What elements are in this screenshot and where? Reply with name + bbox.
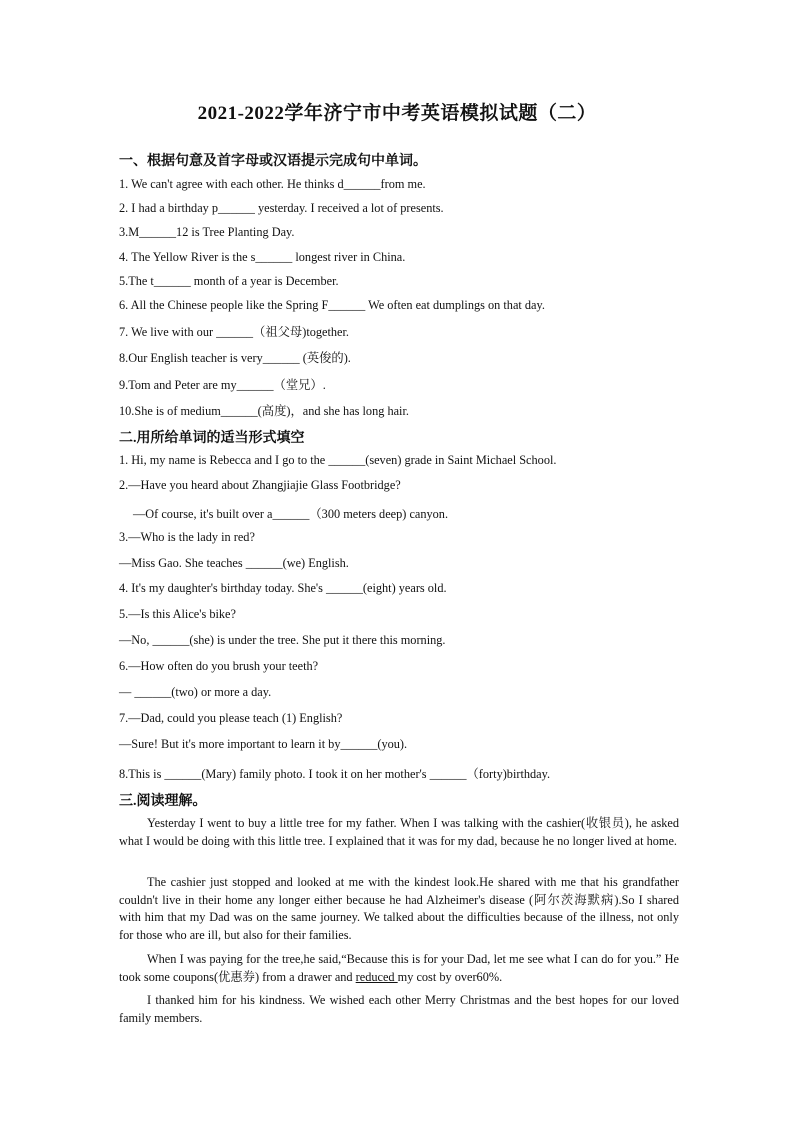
s1-item-5: 5.The t______ month of a year is December. [119, 274, 339, 288]
s1-item-10: 10.She is of medium______(高度)，and she has long hair. [119, 404, 409, 418]
section2-heading: 二.用所给单词的适当形式填空 [119, 431, 305, 446]
s2-item-2a: —Of course, it's built over a______（300 meters deep) canyon. [133, 507, 449, 521]
section1-heading: 一、根据句意及首字母或汉语提示完成句中单词。 [119, 154, 427, 169]
s1-item-8: 8.Our English teacher is very______ (英俊的). [119, 351, 351, 365]
p3-text-b: my cost by over60%. [397, 969, 503, 984]
s1-item-6: 6. All the Chinese people like the Spring F______ We often eat dumplings on that day. [119, 298, 545, 312]
s2-item-3a: —Miss Gao. She teaches ______(we) English. [119, 556, 349, 570]
s2-item-6a: — ______(two) or more a day. [119, 685, 272, 699]
p3-text-a: When I was paying for the tree,he said,“Because this is for your Dad, let me see what I can do for you.” He took some coupons(优惠券) from a drawer and [119, 952, 679, 984]
s1-item-9: 9.Tom and Peter are my______（堂兄）. [119, 378, 326, 392]
s2-item-7a: —Sure! But it's more important to learn it by______(you). [119, 737, 408, 751]
s1-item-1: 1. We can't agree with each other. He thinks d______from me. [119, 177, 426, 191]
s1-item-3: 3.M______12 is Tree Planting Day. [119, 225, 295, 239]
reading-paragraph-3 [119, 951, 679, 986]
s1-item-2: 2. I had a birthday p______ yesterday. I received a lot of presents. [119, 201, 444, 215]
s2-item-4: 4. It's my daughter's birthday today. She's ______(eight) years old. [119, 581, 447, 595]
s1-item-7: 7. We live with our ______（祖父母)together. [119, 325, 350, 339]
s2-item-8: 8.This is ______(Mary) family photo. I took it on her mother's ______（forty)birthday. [119, 767, 551, 781]
s2-item-7q: 7.—Dad, could you please teach (1) English? [119, 711, 343, 725]
s2-item-3q: 3.—Who is the lady in red? [119, 530, 255, 544]
s2-item-5q: 5.—Is this Alice's bike? [119, 607, 236, 621]
s1-item-4: 4. The Yellow River is the s______ longest river in China. [119, 250, 406, 264]
s2-item-1: 1. Hi, my name is Rebecca and I go to the ______(seven) grade in Saint Michael School. [119, 453, 557, 467]
underlined-word-reduced: reduced [355, 969, 398, 984]
reading-paragraph-4: I thanked him for his kindness. We wished each other Merry Christmas and the best hopes for our loved family members. [119, 993, 679, 1025]
page-title: 2021-2022学年济宁市中考英语模拟试题（二） [197, 103, 597, 124]
reading-paragraph-2: The cashier just stopped and looked at me with the kindest look.He shared with me that his grandfather couldn't live in their home any longer either because he had Alzheimer's disease (阿尔茨海默病).So I shared with him that my Dad was on the same journey. We talked about the difficulties because of the illness, not only for those who are ill, but also for their families. [119, 875, 679, 942]
s2-item-2q: 2.—Have you heard about Zhangjiajie Glass Footbridge? [119, 478, 401, 492]
s2-item-6q: 6.—How often do you brush your teeth? [119, 659, 319, 673]
reading-paragraph-1: Yesterday I went to buy a little tree for my father. When I was talking with the cashier(收银员), he asked what I would be doing with this little tree. I explained that it was for my dad, because he no longer lived at home. [119, 816, 679, 848]
section3-heading: 三.阅读理解。 [119, 794, 207, 809]
s2-item-5a: —No, ______(she) is under the tree. She put it there this morning. [119, 633, 446, 647]
